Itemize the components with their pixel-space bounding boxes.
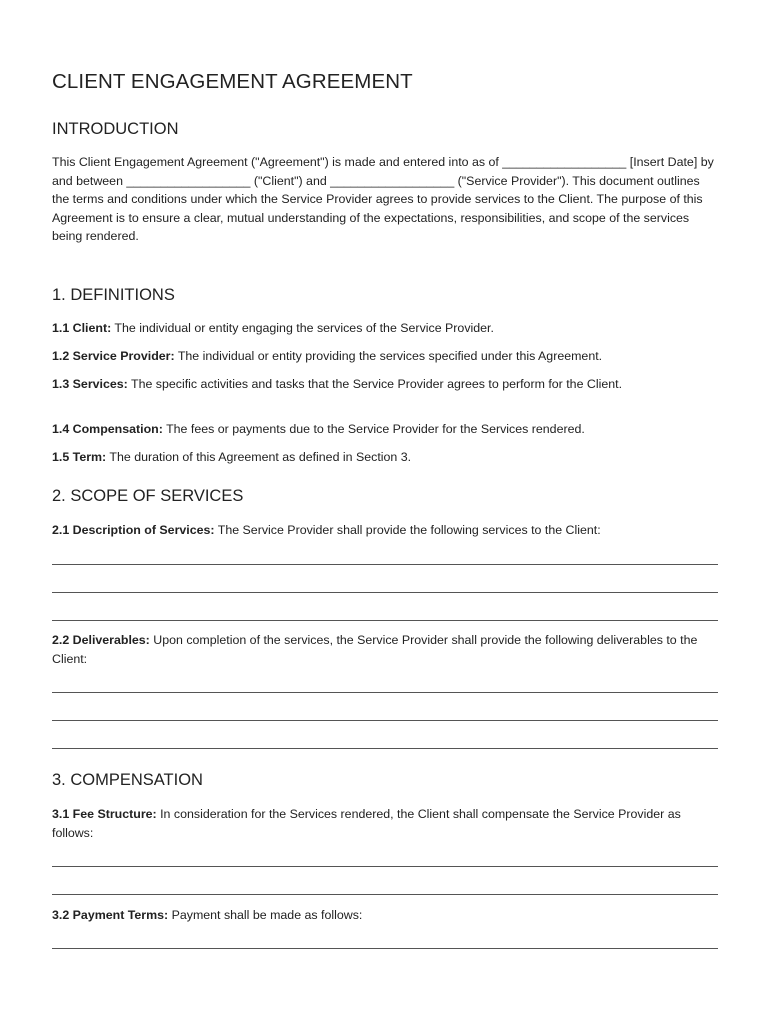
definition-services — [52, 375, 718, 394]
definition-label: 1.1 Client: — [52, 321, 112, 335]
definition-term — [52, 448, 718, 467]
scope-text: Upon completion of the services, the Service Provider shall provide the following deliverables to the Client: — [52, 633, 698, 666]
definitions-heading: 1. DEFINITIONS — [52, 286, 175, 304]
definition-label: 1.3 Services: — [52, 377, 128, 391]
scope-text: The Service Provider shall provide the following services to the Client: — [214, 523, 601, 537]
fill-in-line[interactable] — [52, 866, 718, 867]
compensation-label: 3.2 Payment Terms: — [52, 908, 169, 922]
fill-in-line[interactable] — [52, 564, 718, 565]
definition-label: 1.5 Term: — [52, 450, 107, 464]
introduction-heading: INTRODUCTION — [52, 120, 179, 138]
document-title: CLIENT ENGAGEMENT AGREEMENT — [52, 70, 413, 93]
fill-in-line[interactable] — [52, 894, 718, 895]
scope-deliverables — [52, 631, 718, 668]
compensation-payment-terms — [52, 906, 718, 925]
compensation-heading: 3. COMPENSATION — [52, 771, 203, 789]
definition-service-provider — [52, 347, 718, 366]
compensation-text: In consideration for the Services rendered, the Client shall compensate the Service Provider as follows: — [52, 807, 681, 840]
compensation-text: Payment shall be made as follows: — [168, 908, 363, 922]
scope-description-of-services — [52, 521, 718, 540]
fill-in-line[interactable] — [52, 620, 718, 621]
scope-heading: 2. SCOPE OF SERVICES — [52, 487, 244, 505]
compensation-fee-structure — [52, 805, 718, 842]
fill-in-line[interactable] — [52, 720, 718, 721]
compensation-label: 3.1 Fee Structure: — [52, 807, 157, 821]
fill-in-line[interactable] — [52, 692, 718, 693]
definition-text: The individual or entity providing the services specified under this Agreement. — [174, 349, 603, 363]
definition-label: 1.4 Compensation: — [52, 422, 163, 436]
scope-label: 2.1 Description of Services: — [52, 523, 215, 537]
definition-label: 1.2 Service Provider: — [52, 349, 175, 363]
definition-text: The duration of this Agreement as defined in Section 3. — [106, 450, 412, 464]
definition-compensation — [52, 420, 718, 439]
fill-in-line[interactable] — [52, 592, 718, 593]
definition-text: The fees or payments due to the Service Provider for the Services rendered. — [162, 422, 585, 436]
fill-in-line[interactable] — [52, 948, 718, 949]
introduction-paragraph: This Client Engagement Agreement ("Agreement") is made and entered into as of __________________ [Insert Date] by and between __________________ ("Client") and __________________ ("Service Provider"). This document outlines the terms and conditions under which the Service Provider agrees to provide services to the Client. The purpose of this Agreement is to ensure a clear, mutual understanding of the expectations, responsibilities, and scope of the services being rendered. — [52, 155, 714, 243]
definition-client — [52, 319, 718, 338]
scope-label: 2.2 Deliverables: — [52, 633, 150, 647]
definition-text: The specific activities and tasks that the Service Provider agrees to perform for the Client. — [127, 377, 623, 391]
fill-in-line[interactable] — [52, 748, 718, 749]
definition-text: The individual or entity engaging the services of the Service Provider. — [111, 321, 494, 335]
